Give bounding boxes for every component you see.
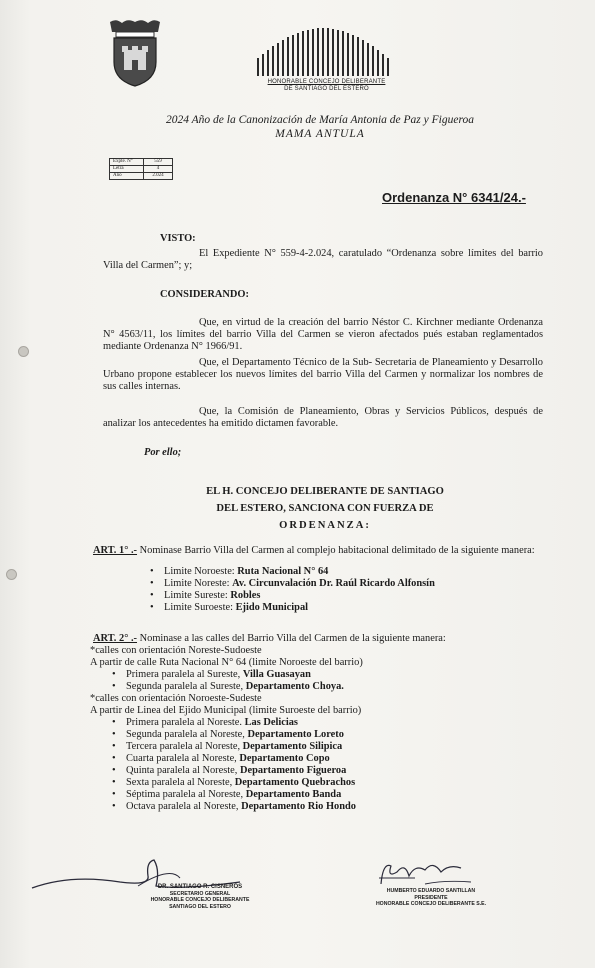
signatory-role: SECRETARIO GENERAL <box>169 890 231 897</box>
street-value: Las Delicias <box>244 717 298 728</box>
expediente-value: 2.024 <box>144 173 173 180</box>
limit-value: Ejido Municipal <box>235 602 309 613</box>
considerando-paragraph: Que, en virtud de la creación del barrio Néstor C. Kirchner mediante Ordenanza N° 4563/11, los límites del barrio Villa del Carmen se vieron afectados pués estaban reglamentados mediante Ordenanza N° 1966/91. <box>103 317 543 352</box>
visto-heading: VISTO: <box>160 233 196 244</box>
article-label: ART. 2° .- <box>93 633 138 644</box>
limit-value: Robles <box>230 590 261 601</box>
council-city-line: DE SANTIAGO DEL ESTERO <box>284 86 369 92</box>
signatory-city: SANTIAGO DEL ESTERO <box>169 903 231 910</box>
street-label: Quinta paralela al Noreste, <box>126 765 240 776</box>
article-text: Nominase Barrio Villa del Carmen al complejo habitacional delimitado de la siguiente manera: <box>139 545 535 556</box>
street-value: Departamento Banda <box>245 789 342 800</box>
considerando-paragraph: Que, la Comisión de Planeamiento, Obras y Servicios Públicos, después de analizar los antecedentes ha emitido dictamen favorable. <box>103 406 543 429</box>
signatory-role: PRESIDENTE <box>414 894 448 901</box>
group-start: A partir de calle Ruta Nacional N° 64 (limite Noroeste del barrio) <box>90 657 363 668</box>
street-label: Sexta paralela al Noreste, <box>126 777 235 788</box>
streets-list <box>110 717 356 813</box>
signatory-body: HONORABLE CONCEJO DELIBERANTE <box>150 897 250 903</box>
por-ello: Por ello; <box>144 447 182 458</box>
list-item <box>148 602 435 614</box>
street-label: Segunda paralela al Noreste, <box>126 729 248 740</box>
street-label: Cuarta paralela al Noreste, <box>126 753 240 764</box>
limit-label: Limite Noroeste: <box>164 566 238 577</box>
punch-hole <box>6 569 17 580</box>
street-value: Villa Guasayan <box>242 669 311 680</box>
group-heading: *calles con orientación Noroeste-Sudeste <box>90 693 262 704</box>
expediente-label: Expte. N° <box>110 159 144 166</box>
year-motto-name: MAMA ANTULA <box>275 128 365 140</box>
group-heading: *calles con orientación Noreste-Sudoeste <box>90 645 262 656</box>
president-stamp <box>372 888 490 908</box>
street-value: Departamento Rio Hondo <box>241 801 356 812</box>
list-item <box>148 578 435 590</box>
table-row <box>110 173 173 180</box>
list-item <box>110 765 356 777</box>
street-label: Primera paralela al Sureste, <box>126 669 243 680</box>
expediente-value: 4 <box>144 166 173 173</box>
council-name <box>254 79 399 93</box>
considerando-paragraph: Que, el Departamento Técnico de la Sub- Secretaria de Planeamiento y Desarrollo Urbano propone establecer los nuevos límites del barrio Villa del Carmen y normalizar los nombres de sus calles internas. <box>103 357 543 392</box>
limits-list <box>148 566 435 614</box>
year-motto <box>60 113 580 141</box>
street-label: Tercera paralela al Noreste, <box>126 741 243 752</box>
street-value: Departamento Copo <box>239 753 330 764</box>
concejo-line: DEL ESTERO, SANCIONA CON FUERZA DE <box>216 503 434 514</box>
expediente-label: Año <box>110 173 144 180</box>
street-value: Departamento Silipica <box>242 741 343 752</box>
street-value: Departamento Choya. <box>245 681 344 692</box>
table-row <box>110 166 173 173</box>
considerando-heading: CONSIDERANDO: <box>160 289 249 300</box>
street-label: Primera paralela al Noreste. <box>126 717 245 728</box>
expediente-table <box>109 158 173 180</box>
street-value: Departamento Loreto <box>247 729 344 740</box>
street-label: Octava paralela al Noreste, <box>126 801 242 812</box>
limit-label: Limite Noreste: <box>164 578 233 589</box>
list-item <box>110 777 356 789</box>
list-item <box>110 789 356 801</box>
punch-hole <box>18 346 29 357</box>
streets-list <box>110 669 344 693</box>
list-item <box>110 753 356 765</box>
ordinance-title: Ordenanza N° 6341/24.- <box>382 190 526 205</box>
concejo-line: EL H. CONCEJO DELIBERANTE DE SANTIAGO <box>206 486 444 497</box>
council-emblem-icon <box>255 28 395 76</box>
signatory-body: HONORABLE CONCEJO DELIBERANTE S.E. <box>375 901 487 907</box>
limit-value: Ruta Nacional N° 64 <box>237 566 329 577</box>
table-row <box>110 159 173 166</box>
city-crest-icon <box>106 18 164 88</box>
list-item <box>110 729 356 741</box>
expediente-label: Letra <box>110 166 144 173</box>
limit-label: Limite Sureste: <box>164 590 231 601</box>
limit-value: Av. Circunvalación Dr. Raúl Ricardo Alfonsín <box>232 578 435 589</box>
list-item <box>148 566 435 578</box>
limit-label: Limite Suroeste: <box>164 602 236 613</box>
list-item <box>110 681 344 693</box>
signatory-name: DR. SANTIAGO R. CISNEROS <box>157 884 243 890</box>
street-value: Departamento Figueroa <box>239 765 347 776</box>
concejo-sanciona <box>140 483 510 534</box>
street-label: Segunda paralela al Sureste, <box>126 681 246 692</box>
street-value: Departamento Quebrachos <box>234 777 356 788</box>
list-item <box>110 801 356 813</box>
president-signature <box>375 856 475 892</box>
list-item <box>110 741 356 753</box>
article-1 <box>93 545 543 557</box>
list-item <box>148 590 435 602</box>
visto-text: El Expediente N° 559-4-2.024, caratulado “Ordenanza sobre límites del barrio Villa del Carmen”; y; <box>103 248 543 271</box>
article-text: Nominase a las calles del Barrio Villa del Carmen de la siguiente manera: <box>139 633 446 644</box>
council-name-line: HONORABLE CONCEJO DELIBERANTE <box>267 79 386 85</box>
list-item <box>110 717 356 729</box>
street-label: Séptima paralela al Noreste, <box>126 789 246 800</box>
list-item <box>110 669 344 681</box>
article-2 <box>93 633 543 645</box>
article-label: ART. 1° .- <box>93 545 138 556</box>
expediente-value: 559 <box>144 159 173 166</box>
group-start: A partir de Linea del Ejido Municipal (limite Suroeste del barrio) <box>90 705 362 716</box>
year-motto-line: 2024 Año de la Canonización de María Antonia de Paz y Figueroa <box>165 114 475 126</box>
concejo-line: ORDENANZA: <box>279 520 371 531</box>
signatory-name: HUMBERTO EDUARDO SANTILLAN <box>386 888 476 894</box>
secretary-stamp <box>140 884 260 910</box>
